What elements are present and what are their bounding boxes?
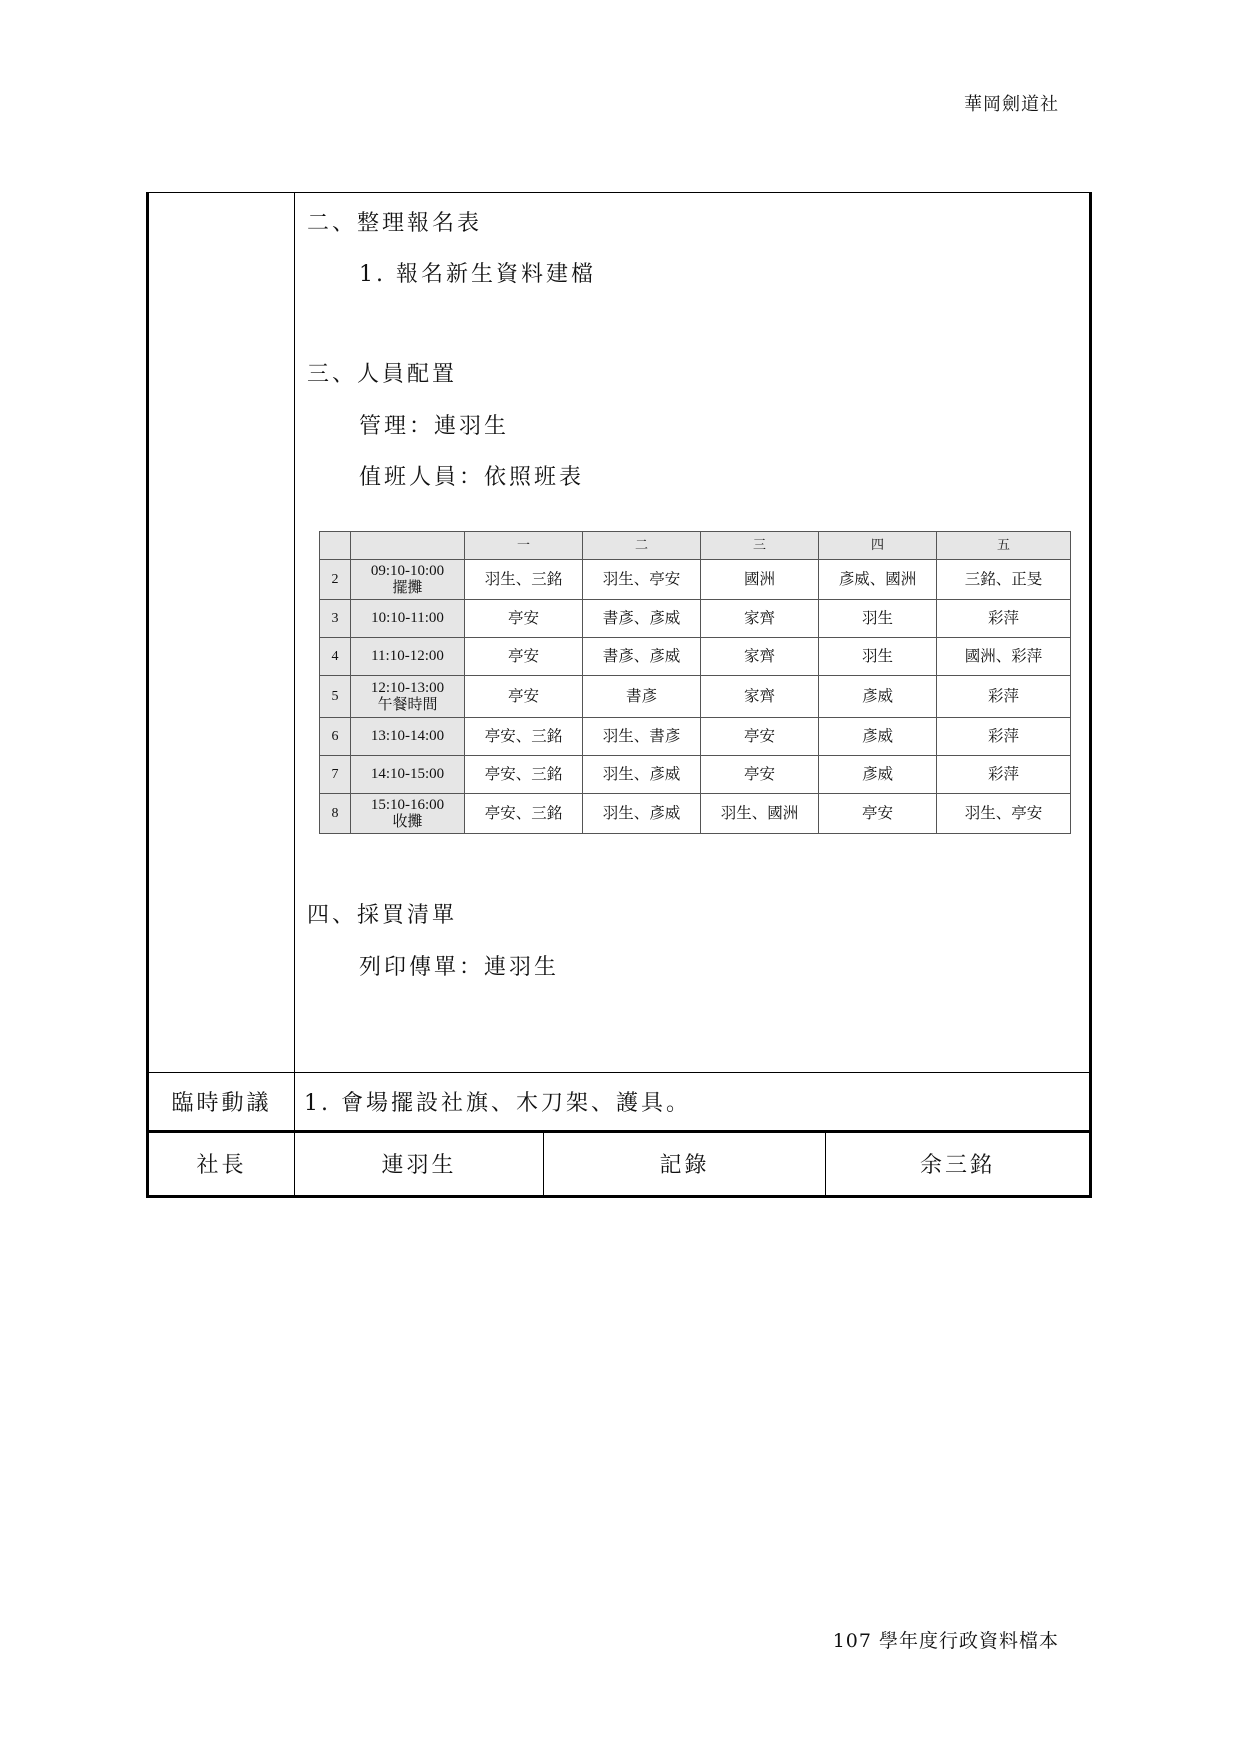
roster-header-row bbox=[320, 532, 1071, 560]
roster-time-note: 午餐時間 bbox=[377, 696, 438, 713]
roster-row-number: 5 bbox=[320, 676, 351, 718]
roster-cell: 亭安 bbox=[465, 638, 583, 676]
footer-text: 107 學年度行政資料檔本 bbox=[832, 1630, 1059, 1652]
duty-roster-table bbox=[319, 531, 1071, 834]
roster-time: 09:10-10:00 bbox=[370, 563, 445, 579]
roster-day-header: 五 bbox=[937, 532, 1071, 560]
roster-time: 10:10-11:00 bbox=[371, 610, 444, 627]
roster-row bbox=[320, 718, 1071, 756]
roster-cell: 彩萍 bbox=[937, 756, 1071, 794]
roster-time: 15:10-16:00 bbox=[370, 797, 445, 813]
roster-time-slot bbox=[351, 756, 465, 794]
roster-cell: 羽生、彥威 bbox=[583, 756, 701, 794]
roster-cell: 羽生、國洲 bbox=[701, 794, 819, 834]
roster-cell: 書彥、彥威 bbox=[583, 600, 701, 638]
roster-row bbox=[320, 560, 1071, 600]
roster-cell: 亭安、三銘 bbox=[465, 794, 583, 834]
roster-cell: 彩萍 bbox=[937, 718, 1071, 756]
roster-row-number: 6 bbox=[320, 718, 351, 756]
motion-text: 1. 會場擺設社旗、木刀架、護具。 bbox=[304, 1091, 691, 1116]
roster-cell: 彩萍 bbox=[937, 676, 1071, 718]
section-3-title: 三、人員配置 bbox=[307, 362, 458, 387]
roster-cell: 彥威、國洲 bbox=[819, 560, 937, 600]
roster-cell: 羽生 bbox=[819, 638, 937, 676]
roster-cell: 羽生、彥威 bbox=[583, 794, 701, 834]
president-name: 連羽生 bbox=[381, 1152, 457, 1178]
roster-cell: 羽生、書彥 bbox=[583, 718, 701, 756]
section-2-title: 二、整理報名表 bbox=[307, 211, 483, 236]
roster-cell: 亭安 bbox=[819, 794, 937, 834]
recorder-label: 記錄 bbox=[659, 1152, 710, 1178]
duty-line: 值班人員：依照班表 bbox=[359, 465, 585, 490]
roster-cell: 亭安、三銘 bbox=[465, 756, 583, 794]
section-4-title: 四、採買清單 bbox=[307, 903, 458, 928]
president-label: 社長 bbox=[196, 1152, 247, 1178]
roster-day-header: 一 bbox=[465, 532, 583, 560]
roster-row-number: 7 bbox=[320, 756, 351, 794]
roster-row bbox=[320, 756, 1071, 794]
roster-row bbox=[320, 794, 1071, 834]
roster-cell: 亭安 bbox=[465, 600, 583, 638]
roster-time: 14:10-15:00 bbox=[370, 766, 445, 783]
roster-row bbox=[320, 676, 1071, 718]
roster-cell: 家齊 bbox=[701, 600, 819, 638]
print-flyer-line: 列印傳單：連羽生 bbox=[359, 955, 560, 980]
roster-time-slot bbox=[351, 676, 465, 718]
roster-row-number: 3 bbox=[320, 600, 351, 638]
roster-time-slot bbox=[351, 794, 465, 834]
roster-cell: 羽生、三銘 bbox=[465, 560, 583, 600]
roster-cell: 羽生 bbox=[819, 600, 937, 638]
roster-cell: 三銘、正旻 bbox=[937, 560, 1071, 600]
roster-cell: 彥威 bbox=[819, 676, 937, 718]
roster-row bbox=[320, 600, 1071, 638]
org-name: 華岡劍道社 bbox=[964, 94, 1059, 115]
roster-cell: 彥威 bbox=[819, 756, 937, 794]
roster-time: 13:10-14:00 bbox=[370, 728, 445, 745]
roster-cell: 國洲、彩萍 bbox=[937, 638, 1071, 676]
roster-time-slot bbox=[351, 638, 465, 676]
roster-cell: 羽生、亭安 bbox=[937, 794, 1071, 834]
roster-row-number: 4 bbox=[320, 638, 351, 676]
roster-corner-cell bbox=[320, 532, 351, 560]
roster-cell: 亭安 bbox=[465, 676, 583, 718]
roster-time: 12:10-13:00 bbox=[370, 680, 445, 696]
section-2-item-1: 1. 報名新生資料建檔 bbox=[359, 262, 596, 287]
roster-cell: 羽生、亭安 bbox=[583, 560, 701, 600]
roster-cell: 彩萍 bbox=[937, 600, 1071, 638]
manager-line: 管理：連羽生 bbox=[359, 414, 510, 439]
roster-time-slot bbox=[351, 560, 465, 600]
roster-day-header: 四 bbox=[819, 532, 937, 560]
roster-day-header: 二 bbox=[583, 532, 701, 560]
roster-time-note: 擺攤 bbox=[392, 579, 423, 596]
roster-cell: 亭安 bbox=[701, 756, 819, 794]
roster-cell: 彥威 bbox=[819, 718, 937, 756]
minutes-table bbox=[146, 192, 1092, 1198]
roster-cell: 家齊 bbox=[701, 676, 819, 718]
roster-cell: 書彥 bbox=[583, 676, 701, 718]
roster-cell: 亭安 bbox=[701, 718, 819, 756]
roster-day-header: 三 bbox=[701, 532, 819, 560]
roster-time: 11:10-12:00 bbox=[371, 648, 444, 665]
roster-time-note: 收攤 bbox=[392, 813, 423, 830]
roster-time-slot bbox=[351, 718, 465, 756]
roster-row-number: 2 bbox=[320, 560, 351, 600]
roster-row-number: 8 bbox=[320, 794, 351, 834]
roster-row bbox=[320, 638, 1071, 676]
column-divider bbox=[294, 193, 295, 1195]
roster-time-slot bbox=[351, 600, 465, 638]
roster-corner-cell bbox=[351, 532, 465, 560]
roster-cell: 亭安、三銘 bbox=[465, 718, 583, 756]
roster-cell: 家齊 bbox=[701, 638, 819, 676]
roster-cell: 國洲 bbox=[701, 560, 819, 600]
roster-cell: 書彥、彥威 bbox=[583, 638, 701, 676]
recorder-name: 余三銘 bbox=[919, 1152, 995, 1178]
motion-label: 臨時動議 bbox=[171, 1091, 272, 1116]
